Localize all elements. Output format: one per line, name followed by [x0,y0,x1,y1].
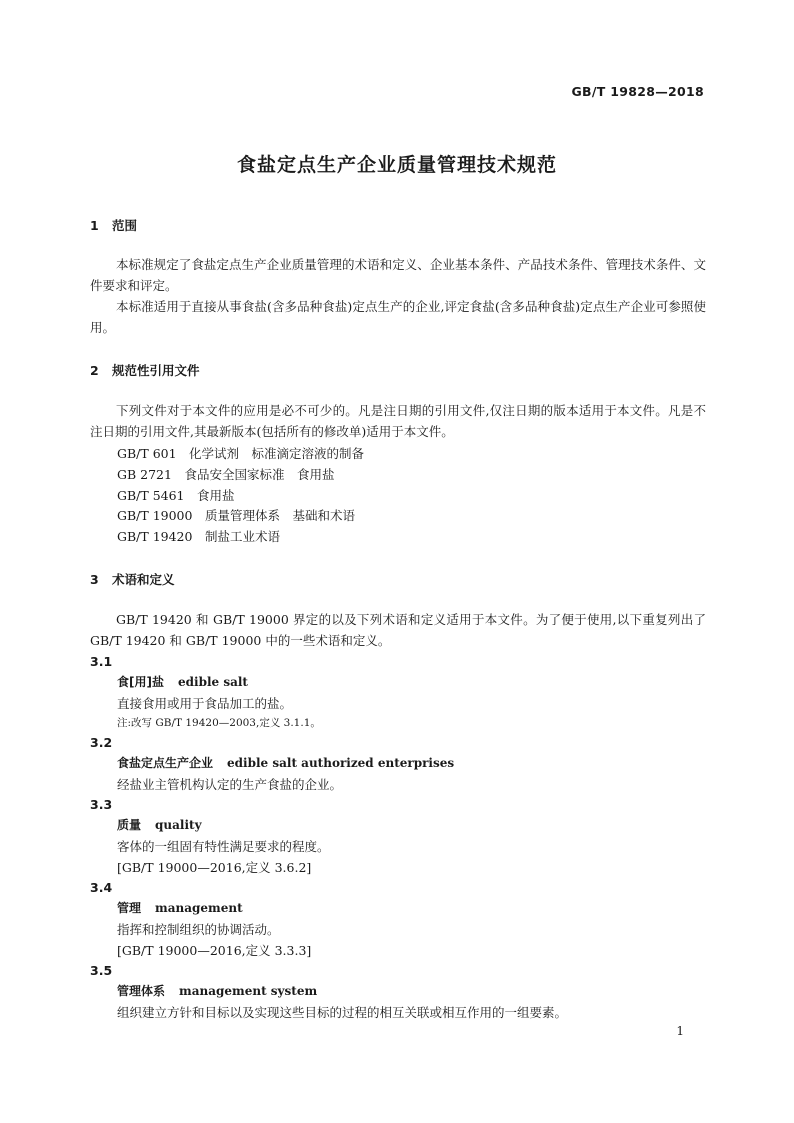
term-number: 3.1 [90,654,113,669]
term-name [117,982,317,999]
term-name [117,673,248,690]
section-number: 1 [90,218,99,233]
section-3-heading [90,570,175,588]
reference-item: GB/T 19420 制盐工业术语 [117,529,280,544]
section-3-paragraph: GB/T 19420 和 GB/T 19000 界定的以及下列术语和定义适用于本文件。为了便于使用,以下重复列出了 GB/T 19420 和 GB/T 19000 中的一些术语和定义。 [90,612,706,648]
reference-item: GB/T 5461 食用盐 [117,488,235,503]
section-title: 范围 [112,218,138,233]
term-name-zh: 食盐定点生产企业 [117,756,214,770]
section-2-paragraph: 下列文件对于本文件的应用是必不可少的。凡是注日期的引用文件,仅注日期的版本适用于本文件。凡是不注日期的引用文件,其最新版本(包括所有的修改单)适用于本文件。 [90,403,706,439]
term-source: [GB/T 19000—2016,定义 3.6.2] [117,860,312,875]
page-number: 1 [676,1024,684,1038]
section-number: 2 [90,363,99,378]
term-name-zh: 食[用]盐 [117,675,164,689]
section-2-heading [90,361,200,379]
term-number: 3.3 [90,797,113,812]
term-name [117,816,202,833]
section-number: 3 [90,572,99,587]
document-title: 食盐定点生产企业质量管理技术规范 [236,154,557,176]
term-definition: 直接食用或用于食品加工的盐。 [117,696,293,711]
term-name-en: management system [179,984,318,998]
section-title: 术语和定义 [112,572,175,587]
term-name [117,754,454,771]
term-name-zh: 管理体系 [117,984,166,998]
term-definition: 经盐业主管机构认定的生产食盐的企业。 [117,777,343,792]
term-name [117,899,243,916]
term-definition: 指挥和控制组织的协调活动。 [117,922,280,937]
standard-code: GB/T 19828—2018 [571,84,704,99]
reference-item: GB 2721 食品安全国家标准 食用盐 [117,467,335,482]
reference-item: GB/T 601 化学试剂 标准滴定溶液的制备 [117,446,365,461]
section-1-heading [90,216,137,234]
section-1-paragraph-2: 本标准适用于直接从事食盐(含多品种食盐)定点生产的企业,评定食盐(含多品种食盐)定点生产企业可参照使用。 [90,299,706,335]
term-name-en: edible salt authorized enterprises [227,756,455,770]
section-1-paragraph-1: 本标准规定了食盐定点生产企业质量管理的术语和定义、企业基本条件、产品技术条件、管理技术条件、文件要求和评定。 [90,257,706,293]
reference-item: GB/T 19000 质量管理体系 基础和术语 [117,508,355,523]
term-number: 3.4 [90,880,113,895]
term-name-en: quality [155,818,202,832]
term-source: [GB/T 19000—2016,定义 3.3.3] [117,943,312,958]
term-definition: 客体的一组固有特性满足要求的程度。 [117,839,330,854]
section-title: 规范性引用文件 [112,363,200,378]
term-name-zh: 管理 [117,901,142,915]
term-name-en: edible salt [177,675,248,689]
term-name-en: management [155,901,243,915]
term-number: 3.5 [90,963,113,978]
term-name-zh: 质量 [117,818,142,832]
term-note: 注:改写 GB/T 19420—2003,定义 3.1.1。 [117,717,321,729]
term-definition: 组织建立方针和目标以及实现这些目标的过程的相互关联或相互作用的一组要素。 [117,1005,568,1020]
term-number: 3.2 [90,735,113,750]
